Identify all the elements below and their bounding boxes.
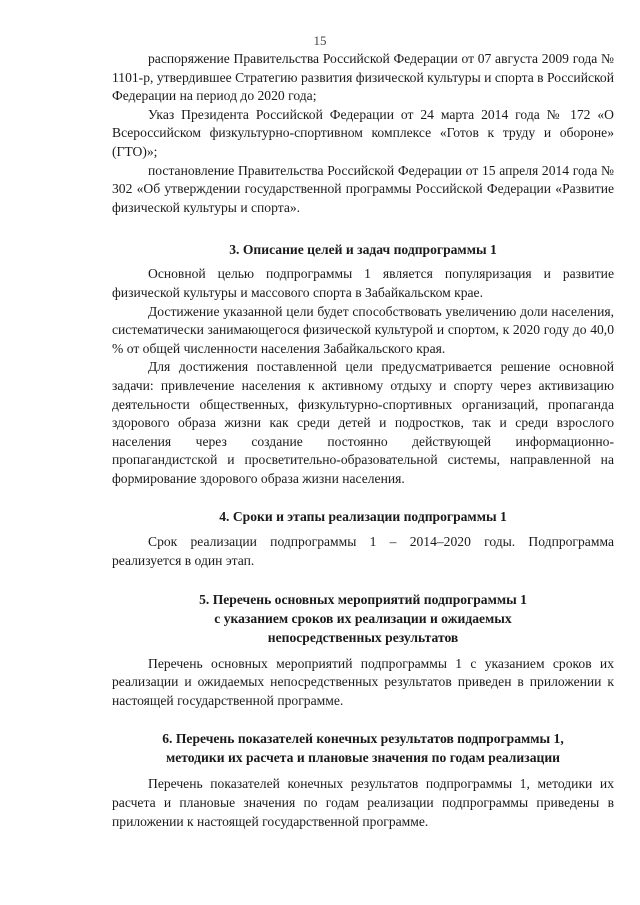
heading-line: 5. Перечень основных мероприятий подпрограммы 1 (199, 591, 527, 607)
heading-line: с указанием сроков их реализации и ожидаемых (214, 610, 512, 626)
heading-line: 6. Перечень показателей конечных результатов подпрограммы 1, (162, 731, 564, 747)
list-item: постановление Правительства Российской Федерации от 15 апреля 2014 года № 302 «Об утверждении государственной программы Российской Федерации «Развитие физической культуры и спорта». (112, 162, 614, 215)
legal-basis-list (112, 50, 614, 217)
paragraph: Перечень основных мероприятий подпрограммы 1 с указанием сроков их реализации и ожидаемых непосредственных результатов приведен в приложении к настоящей государственной программе. (112, 655, 614, 708)
heading-line: методики их расчета и плановые значения по годам реализации (165, 750, 560, 766)
section-4-heading: 4. Сроки и этапы реализации подпрограммы 1 (219, 509, 507, 525)
list-item: Указ Президента Российской Федерации от 24 марта 2014 года № 172 «О Всероссийском физкультурно-спортивном комплексе «Готов к труду и обороне» (ГТО)»; (112, 106, 614, 159)
list-item: распоряжение Правительства Российской Федерации от 07 августа 2009 года № 1101-р, утвердившее Стратегию развития физической культуры и спорта в Российской Федерации на период до 2020 года; (112, 51, 614, 104)
paragraph: Срок реализации подпрограммы 1 – 2014–2020 годы. Подпрограмма реализуется в один этап. (112, 534, 614, 569)
section-6-heading (112, 729, 614, 767)
page-number: 15 (313, 33, 327, 48)
section-timeline (112, 507, 614, 570)
paragraph: Основной целью подпрограммы 1 является популяризация и развитие физической культуры и массового спорта в Забайкальском крае. (112, 266, 614, 300)
section-main-activities (112, 590, 614, 711)
heading-line: непосредственных результатов (267, 629, 459, 645)
paragraph: Для достижения поставленной цели предусматривается решение основной задачи: привлечение населения к активному отдыху и спорту через активизацию деятельности общественных, физкультурно-спортивных организаций, пропаганда здорового образа жизни как среди детей и подростков, так и среди взрослого населения через создание постоянно действующей информационно-пропагандистской и просветительно-образовательной системы, направленной на формирование здорового образа жизни населения. (112, 359, 614, 486)
section-5-heading (112, 590, 614, 647)
section-goals-and-tasks (112, 240, 614, 488)
section-3-heading: 3. Описание целей и задач подпрограммы 1 (229, 242, 497, 258)
section-indicators (112, 729, 614, 831)
document-body (112, 50, 614, 831)
paragraph: Перечень показателей конечных результатов подпрограммы 1, методики их расчета и плановые значения по годам реализации подпрограммы приведены в приложении к настоящей государственной программе. (112, 776, 614, 829)
paragraph: Достижение указанной цели будет способствовать увеличению доли населения, систематически занимающегося физической культурой и спортом, к 2020 году до 40,0 % от общей численности населения Забайкальского края. (112, 303, 614, 356)
